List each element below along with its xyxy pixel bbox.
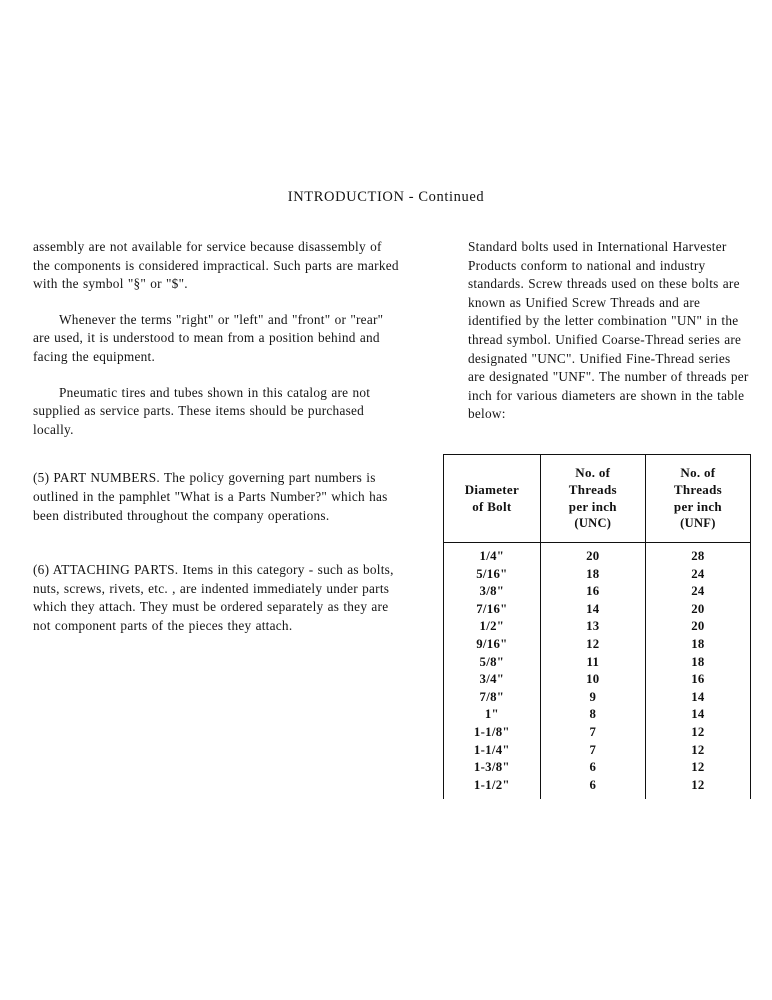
cell-unf-threads: 14 bbox=[645, 689, 750, 707]
table-row bbox=[444, 742, 751, 760]
table-row bbox=[444, 706, 751, 724]
cell-unf-threads: 12 bbox=[645, 724, 750, 742]
table-body bbox=[444, 543, 751, 800]
table-row bbox=[444, 543, 751, 566]
cell-unc-threads: 8 bbox=[540, 706, 645, 724]
thread-table bbox=[443, 454, 751, 799]
cell-unf-threads: 24 bbox=[645, 566, 750, 584]
table-row bbox=[444, 724, 751, 742]
paragraph-assembly: assembly are not available for service because disassembly of the components is considered impractical. Such parts are marked with the symbol "§" or "$". bbox=[33, 239, 399, 292]
paragraph-attaching-parts: (6) ATTACHING PARTS. Items in this category - such as bolts, nuts, screws, rivets, etc. , are indented immediately under parts which they attach. They must be ordered separately as they are not component parts of the pieces they attach. bbox=[33, 562, 394, 633]
cell-unc-threads: 6 bbox=[540, 759, 645, 777]
column-header-unc bbox=[540, 455, 645, 543]
table-row bbox=[444, 654, 751, 672]
cell-unc-threads: 14 bbox=[540, 601, 645, 619]
table-row bbox=[444, 671, 751, 689]
column-header-unc-line1: No. of bbox=[575, 465, 611, 480]
cell-unf-threads: 12 bbox=[645, 759, 750, 777]
table-row bbox=[444, 618, 751, 636]
cell-diameter: 9/16" bbox=[444, 636, 541, 654]
column-header-unc-line4: (UNC) bbox=[574, 516, 612, 530]
cell-unf-threads: 18 bbox=[645, 636, 750, 654]
cell-unc-threads: 10 bbox=[540, 671, 645, 689]
cell-unc-threads: 9 bbox=[540, 689, 645, 707]
cell-diameter: 5/8" bbox=[444, 654, 541, 672]
table-row bbox=[444, 689, 751, 707]
cell-diameter: 1/4" bbox=[444, 543, 541, 566]
cell-unc-threads: 18 bbox=[540, 566, 645, 584]
column-header-unc-line2: Threads bbox=[568, 482, 617, 497]
table-header-row bbox=[444, 455, 751, 543]
column-header-unf bbox=[645, 455, 750, 543]
column-header-unf-line4: (UNF) bbox=[680, 516, 716, 530]
cell-unc-threads: 12 bbox=[540, 636, 645, 654]
cell-unc-threads: 13 bbox=[540, 618, 645, 636]
cell-diameter: 1-3/8" bbox=[444, 759, 541, 777]
thread-table-container bbox=[443, 454, 751, 799]
cell-unf-threads: 16 bbox=[645, 671, 750, 689]
paragraph-standard-bolts: Standard bolts used in International Harvester Products conform to national and industry standards. Screw threads used on these bolts are known as Unified Screw Threads and are identified by the letter combination "UN" in the thread symbol. Unified Coarse-Thread series are designated "UNC". Unified Fine-Thread series are designated "UNF". The number of threads per inch for various diameters are shown in the table below: bbox=[468, 239, 749, 422]
paragraph-tires: Pneumatic tires and tubes shown in this catalog are not supplied as service parts. These items should be purchased locally. bbox=[33, 384, 371, 437]
table-row bbox=[444, 583, 751, 601]
column-header-unf-line2: Threads bbox=[673, 482, 722, 497]
cell-unf-threads: 28 bbox=[645, 543, 750, 566]
table-row bbox=[444, 777, 751, 800]
right-text-column bbox=[468, 238, 750, 424]
cell-diameter: 1-1/4" bbox=[444, 742, 541, 760]
cell-unc-threads: 11 bbox=[540, 654, 645, 672]
cell-diameter: 7/8" bbox=[444, 689, 541, 707]
paragraph-terms: Whenever the terms "right" or "left" and "front" or "rear" are used, it is understood to mean from a position behind and facing the equipment. bbox=[33, 311, 384, 364]
page-title: INTRODUCTION - Continued bbox=[287, 189, 485, 205]
cell-unc-threads: 7 bbox=[540, 742, 645, 760]
cell-diameter: 5/16" bbox=[444, 566, 541, 584]
table-row bbox=[444, 636, 751, 654]
column-header-unc-line3: per inch bbox=[568, 499, 617, 514]
cell-diameter: 3/8" bbox=[444, 583, 541, 601]
cell-diameter: 3/4" bbox=[444, 671, 541, 689]
cell-diameter: 1/2" bbox=[444, 618, 541, 636]
column-header-diameter-line2: of Bolt bbox=[472, 499, 512, 514]
table-row bbox=[444, 566, 751, 584]
cell-diameter: 1" bbox=[444, 706, 541, 724]
paragraph-part-numbers: (5) PART NUMBERS. The policy governing part numbers is outlined in the pamphlet "What is a Parts Number?" which has been distributed throughout the company operations. bbox=[33, 470, 388, 523]
table-row bbox=[444, 601, 751, 619]
cell-unf-threads: 20 bbox=[645, 618, 750, 636]
cell-unf-threads: 12 bbox=[645, 777, 750, 800]
cell-unf-threads: 18 bbox=[645, 654, 750, 672]
cell-unc-threads: 20 bbox=[540, 543, 645, 566]
cell-unf-threads: 20 bbox=[645, 601, 750, 619]
column-header-unf-line3: per inch bbox=[673, 499, 722, 514]
cell-diameter: 1-1/2" bbox=[444, 777, 541, 800]
cell-unc-threads: 16 bbox=[540, 583, 645, 601]
table-header bbox=[444, 455, 751, 543]
cell-unf-threads: 24 bbox=[645, 583, 750, 601]
cell-unf-threads: 14 bbox=[645, 706, 750, 724]
cell-unf-threads: 12 bbox=[645, 742, 750, 760]
column-header-unf-line1: No. of bbox=[680, 465, 716, 480]
cell-diameter: 7/16" bbox=[444, 601, 541, 619]
cell-diameter: 1-1/8" bbox=[444, 724, 541, 742]
cell-unc-threads: 6 bbox=[540, 777, 645, 800]
table-row bbox=[444, 759, 751, 777]
column-header-diameter-line1: Diameter bbox=[464, 482, 520, 497]
left-text-column bbox=[33, 238, 401, 636]
cell-unc-threads: 7 bbox=[540, 724, 645, 742]
column-header-diameter bbox=[444, 455, 541, 543]
